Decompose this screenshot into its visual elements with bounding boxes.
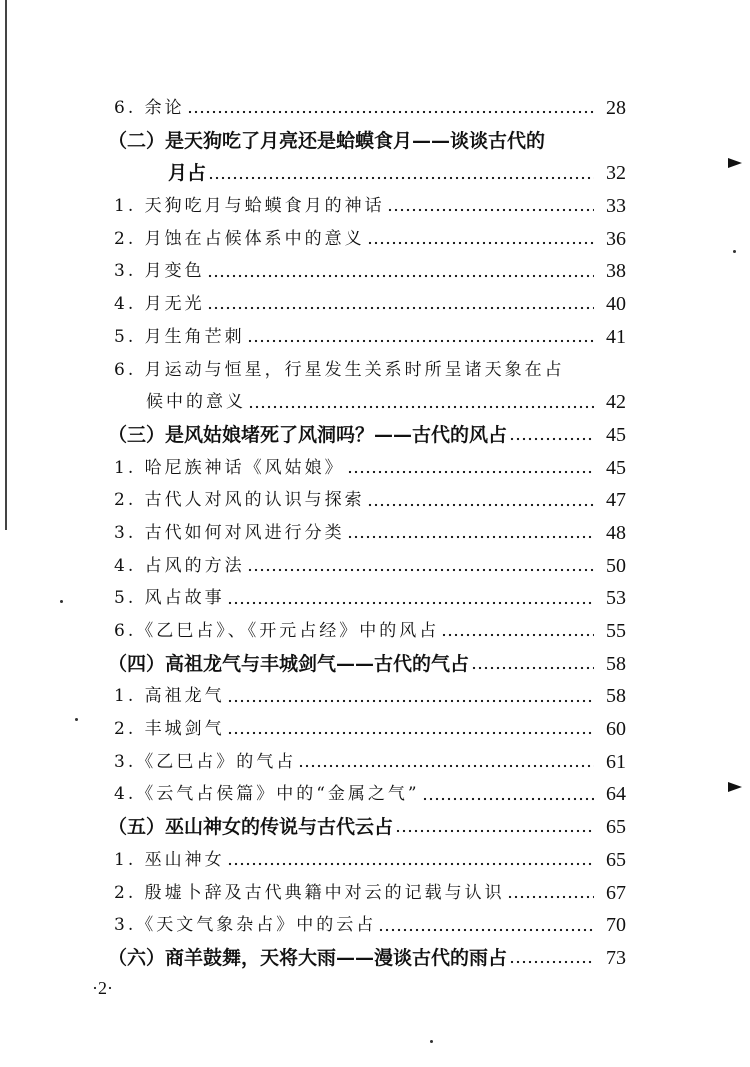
dot-leader (509, 960, 594, 964)
dot-leader (227, 731, 594, 735)
toc-entry-page: 42 (606, 391, 626, 414)
toc-entry-title: 2. 月蚀在占候体系中的意义 (114, 228, 365, 249)
toc-entry-title: 4.《云气占侯篇》中的“金属之气” (114, 784, 420, 805)
toc-entry-page: 65 (606, 848, 626, 871)
toc-entry (108, 713, 626, 746)
toc-entry (108, 288, 626, 321)
scan-edge-line (5, 0, 7, 530)
toc-entry (108, 746, 626, 779)
dot-leader (367, 241, 594, 245)
toc-entry-title: 4. 月无光 (114, 294, 205, 315)
dot-leader (507, 895, 594, 899)
toc-entry-title: （四）高祖龙气与丰城剑气——古代的气占 (108, 652, 470, 675)
toc-entry (108, 484, 626, 517)
toc-entry-page: 40 (606, 293, 626, 316)
toc-entry-page: 58 (606, 685, 626, 708)
toc-entry (108, 517, 626, 550)
toc-entry-page: 60 (606, 718, 626, 741)
toc-entry (108, 550, 626, 583)
toc-entry-title: 5. 风占故事 (114, 588, 225, 609)
toc-entry-page: 65 (606, 816, 626, 839)
toc-entry-page: 47 (606, 489, 626, 512)
toc-entry-title: 3. 月变色 (114, 261, 205, 282)
toc-entry (108, 615, 626, 648)
dot-leader (347, 470, 594, 474)
toc-entry-title: （五）巫山神女的传说与古代云占 (108, 816, 394, 839)
toc-entry-title: 月占 (168, 162, 207, 185)
toc-entry (108, 157, 626, 190)
toc-entry-page: 70 (606, 914, 626, 937)
toc-entry (108, 582, 626, 615)
toc-entry-title: 3.《天文气象杂占》中的云占 (114, 915, 377, 936)
toc-entry (108, 909, 626, 942)
dot-leader (509, 437, 594, 441)
toc-entry (108, 125, 626, 158)
table-of-contents (108, 92, 626, 975)
toc-entry-page: 73 (606, 946, 626, 969)
toc-entry-title: 2. 丰城剑气 (114, 719, 225, 740)
toc-entry (108, 223, 626, 256)
dot-leader (378, 928, 594, 932)
dot-leader (441, 633, 594, 637)
toc-entry (108, 811, 626, 844)
dot-leader (227, 862, 594, 866)
toc-entry-page: 45 (606, 423, 626, 446)
toc-entry-title: 3. 古代如何对风进行分类 (114, 522, 345, 543)
toc-entry-title: 1. 高祖龙气 (114, 686, 225, 707)
dot-leader (247, 568, 594, 572)
toc-entry (108, 648, 626, 681)
toc-entry-page: 67 (606, 881, 626, 904)
toc-entry (108, 354, 626, 387)
page-number: ·2· (92, 978, 113, 998)
toc-entry (108, 942, 626, 975)
toc-entry-title: 5. 月生角芒刺 (114, 326, 245, 347)
toc-entry (108, 844, 626, 877)
scan-mark (728, 158, 742, 168)
toc-entry-page: 61 (606, 750, 626, 773)
toc-entry-title: 4. 占风的方法 (114, 555, 245, 576)
toc-entry (108, 190, 626, 223)
dot-leader (347, 535, 594, 539)
dot-leader (387, 208, 594, 212)
dot-leader (422, 797, 594, 801)
toc-entry (108, 321, 626, 354)
dot-leader (227, 601, 594, 605)
dot-leader (207, 306, 594, 310)
toc-entry-title: 2. 殷墟卜辞及古代典籍中对云的记载与认识 (114, 882, 505, 903)
toc-entry (108, 877, 626, 910)
toc-entry (108, 452, 626, 485)
dot-leader (367, 503, 594, 507)
toc-entry-title: （二）是天狗吃了月亮还是蛤蟆食月——谈谈古代的 (108, 129, 546, 152)
toc-entry-title: 6. 月运动与恒星，行星发生关系时所呈诸天象在占 (114, 359, 565, 380)
toc-entry (108, 92, 626, 125)
toc-entry-page: 55 (606, 620, 626, 642)
toc-entry-page: 36 (606, 227, 626, 250)
toc-entry-page: 53 (606, 587, 626, 610)
toc-entry (108, 419, 626, 452)
toc-entry (108, 386, 626, 419)
toc-entry-page: 38 (606, 260, 626, 283)
toc-entry (108, 680, 626, 713)
dot-leader (208, 176, 594, 180)
toc-entry-page: 28 (606, 97, 626, 119)
dot-leader (248, 405, 594, 409)
dot-leader (207, 274, 594, 278)
toc-entry-title: 1. 哈尼族神话《风姑娘》 (114, 457, 345, 478)
toc-entry-page: 41 (606, 325, 626, 348)
dot-leader (227, 699, 594, 703)
toc-entry (108, 778, 626, 811)
toc-entry-page: 48 (606, 521, 626, 544)
scan-speck (75, 718, 78, 721)
toc-entry-page: 50 (606, 554, 626, 577)
toc-entry-page: 32 (606, 162, 626, 185)
toc-entry-page: 58 (606, 652, 626, 675)
dot-leader (247, 339, 594, 343)
toc-entry-title: （三）是风姑娘堵死了风洞吗？——古代的风占 (108, 423, 508, 446)
dot-leader (395, 829, 594, 833)
toc-entry-page: 64 (606, 783, 626, 806)
toc-entry-title: 3.《乙巳占》的气占 (114, 751, 297, 772)
toc-entry (108, 255, 626, 288)
toc-entry-title: （六）商羊鼓舞，天将大雨——漫谈古代的雨占 (108, 946, 508, 969)
toc-entry-title: 1. 天狗吃月与蛤蟆食月的神话 (114, 196, 385, 217)
scan-speck (60, 600, 63, 603)
dot-leader (471, 666, 594, 670)
scan-speck (733, 250, 736, 253)
toc-entry-page: 33 (606, 195, 626, 218)
toc-entry-title: 6.《乙巳占》、《开元占经》中的风占 (114, 621, 440, 641)
scan-speck (430, 1040, 433, 1043)
toc-entry-title: 2. 古代人对风的认识与探索 (114, 490, 365, 511)
toc-entry-title: 候中的意义 (146, 392, 246, 413)
dot-leader (298, 764, 594, 768)
toc-entry-page: 45 (606, 456, 626, 479)
dot-leader (187, 110, 594, 114)
scan-mark (728, 782, 742, 792)
toc-entry-title: 1. 巫山神女 (114, 849, 225, 870)
toc-entry-title: 6. 余论 (114, 98, 185, 118)
